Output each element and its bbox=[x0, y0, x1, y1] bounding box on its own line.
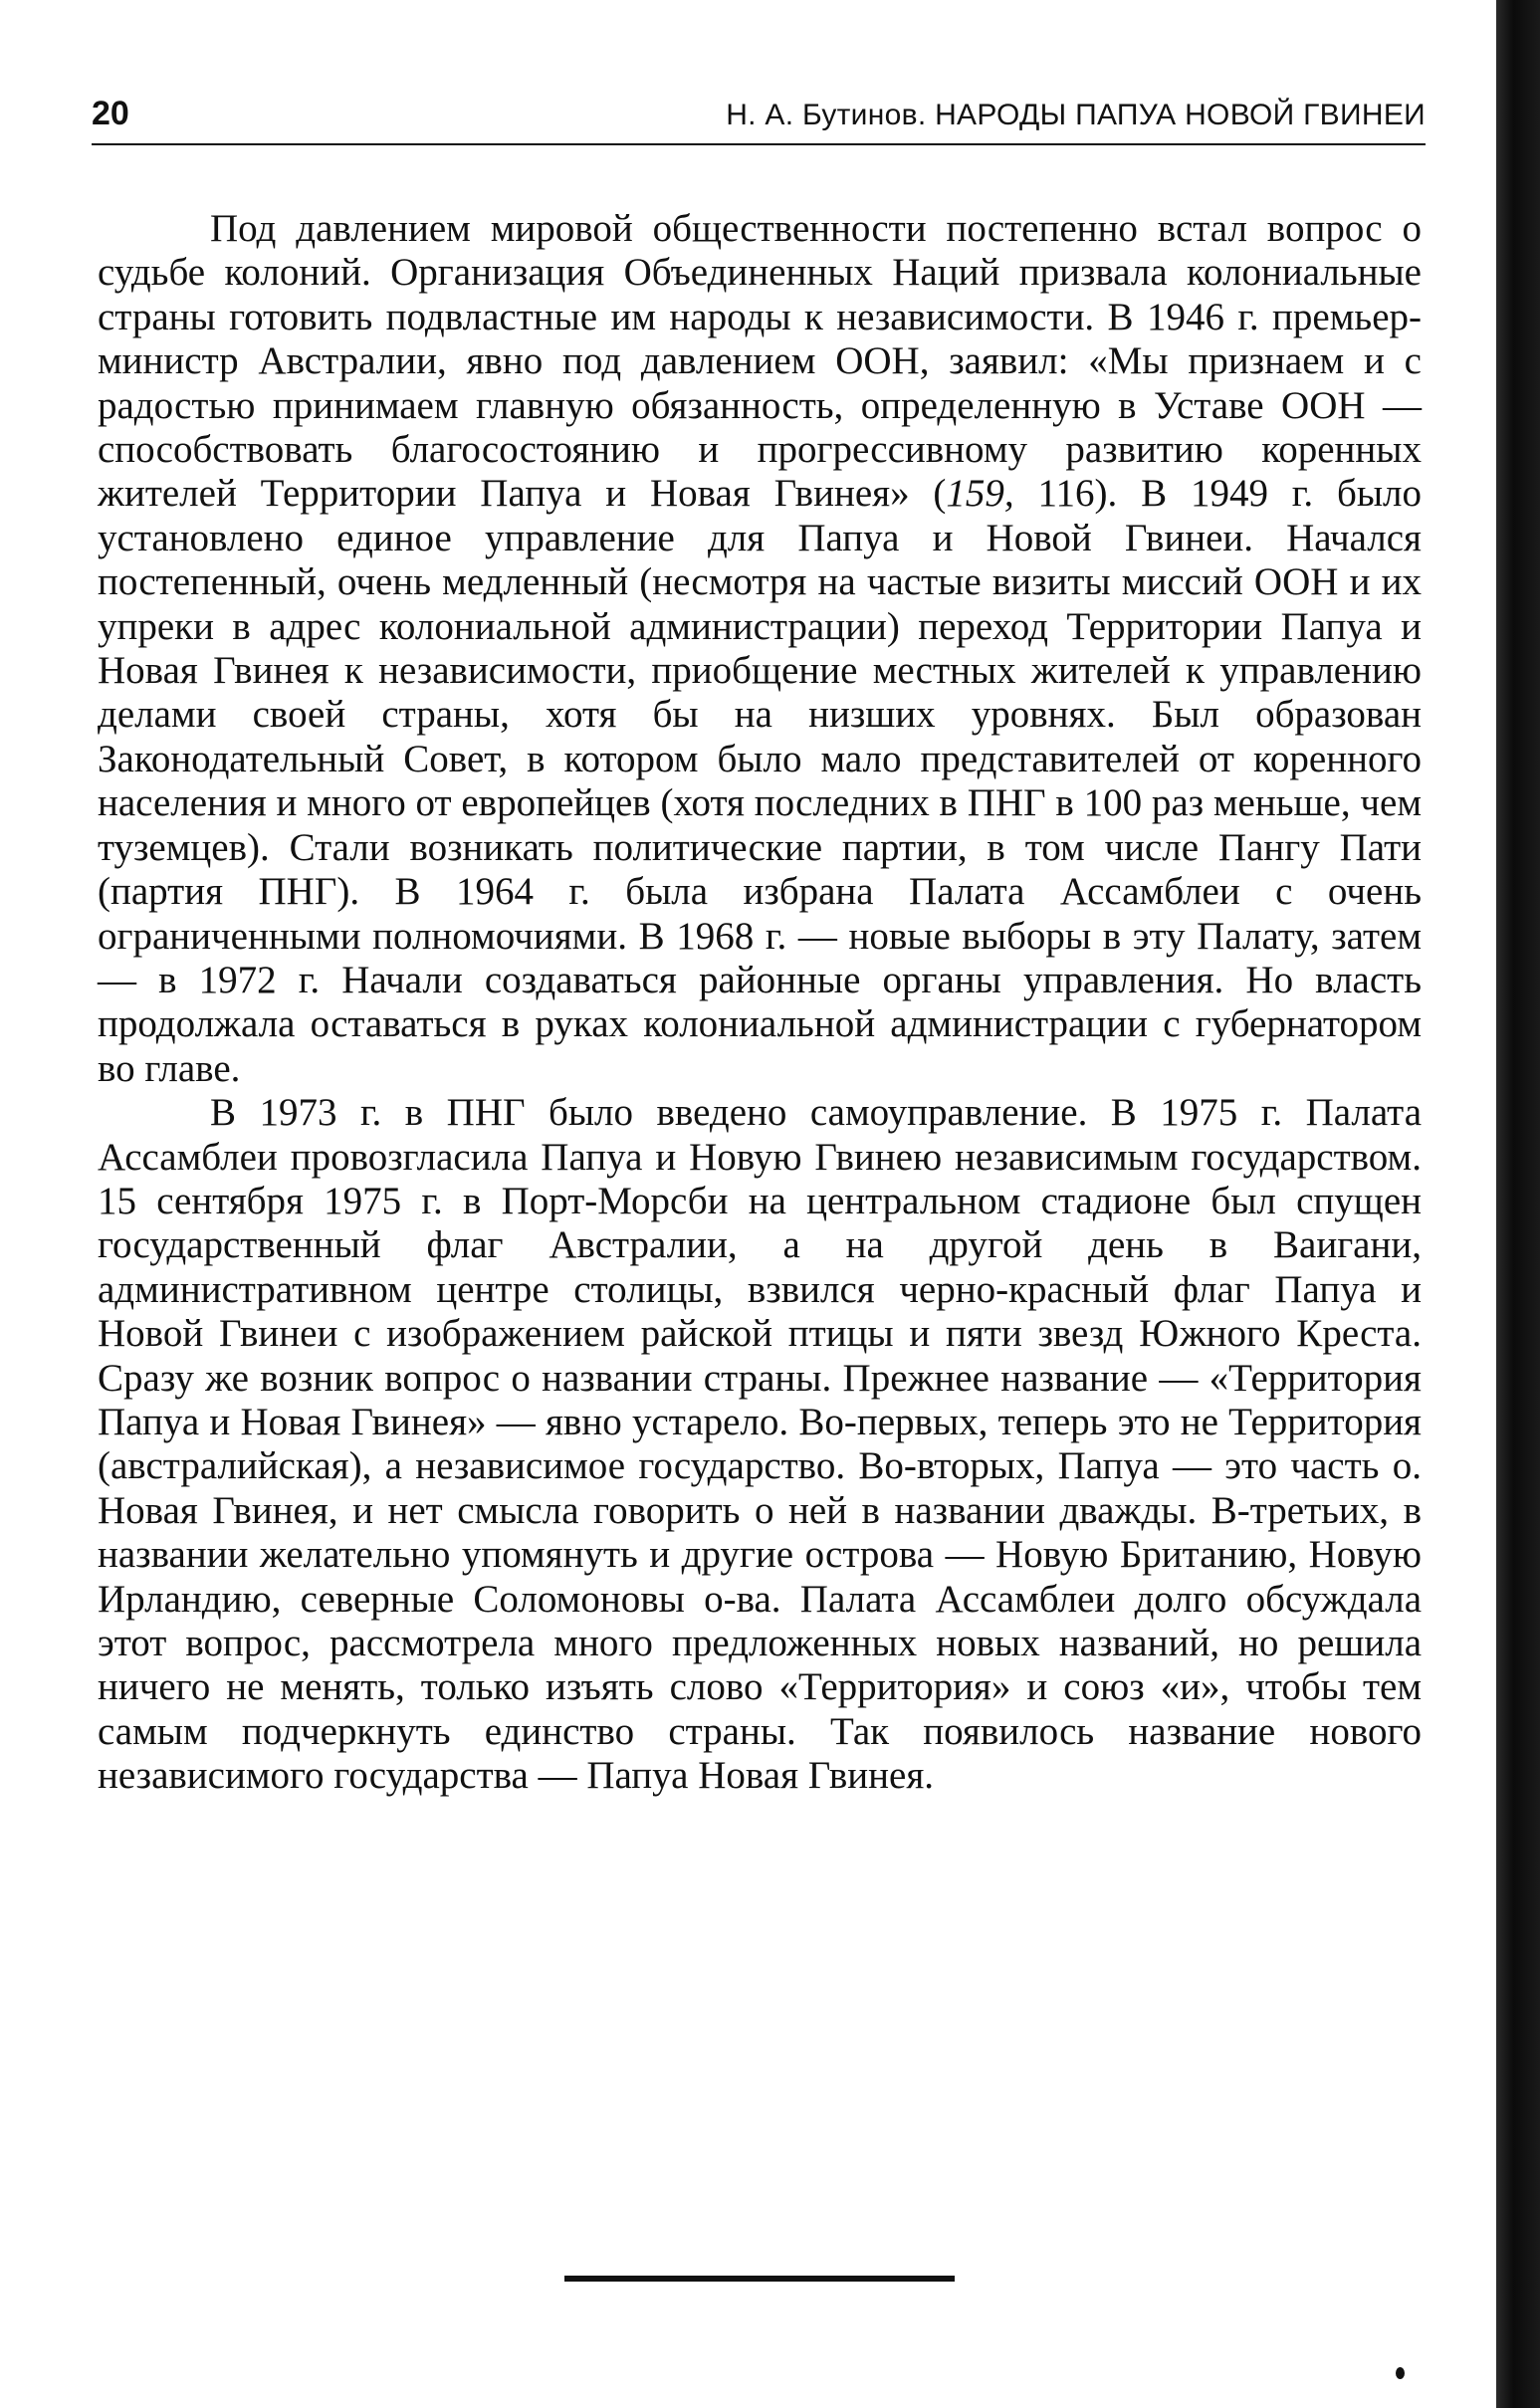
running-title: Н. А. Бутинов. НАРОДЫ ПАПУА НОВОЙ ГВИНЕИ bbox=[726, 99, 1426, 131]
scan-speck bbox=[1396, 2367, 1405, 2379]
page-header bbox=[92, 92, 1426, 145]
citation-reference: 159, bbox=[946, 472, 1014, 516]
paragraph-1 bbox=[98, 207, 1422, 1091]
scan-edge-shadow bbox=[1496, 0, 1540, 2408]
page-number: 20 bbox=[92, 95, 129, 132]
paragraph-1-text-end: 116). В 1949 г. было установлено единое управление для Папуа и Новой Гвинеи. Начался постепенный, очень медленный (несмотря на частые визиты миссий ООН и их упреки в адрес колониальной администрации) переход Территории Папуа и Новая Гвинея к независимости, приобщение местных жителей к управлению делами своей страны, хотя бы на низших уровнях. Был образован Законодательный Совет, в котором было мало представителей от коренного населения и много от европейцев (хотя последних в ПНГ в 100 раз меньше, чем туземцев). Стали возникать политические партии, в том числе Пангу Пати (партия ПНГ). В 1964 г. была избрана Палата Ассамблеи с очень ограниченными полномочиями. В 1968 г. — новые выборы в эту Палату, затем — в 1972 г. Начали создаваться районные органы управления. Но власть продолжала оставаться в руках колониальной администрации с губернатором во главе. bbox=[98, 472, 1422, 1090]
end-rule bbox=[564, 2276, 955, 2282]
paragraph-1-text-start: Под давлением мировой общественности постепенно встал вопрос о судьбе колоний. Организация Объединенных Наций призвала колониальные страны готовить подвластные им народы к независимости. В 1946 г. премьер-министр Австралии, явно под давлением ООН, заявил: «Мы признаем и с радостью принимаем главную обязанность, определенную в Уставе ООН — способствовать благосостоянию и прогрессивному развитию коренных жителей Территории Папуа и Новая Гвинея» ( bbox=[98, 207, 1422, 516]
paragraph-2: В 1973 г. в ПНГ было введено самоуправление. В 1975 г. Палата Ассамблеи провозгласила Папуа и Новую Гвинею независимым государством. 15 сентября 1975 г. в Порт-Морсби на центральном стадионе был спущен государственный флаг Австралии, а на другой день в Ваигани, административном центре столицы, взвился черно-красный флаг Папуа и Новой Гвинеи с изображением райской птицы и пяти звезд Южного Креста. Сразу же возник вопрос о названии страны. Прежнее название — «Территория Папуа и Новая Гвинея» — явно устарело. Во-первых, теперь это не Территория (австралийская), а независимое государство. Во-вторых, Папуа — это часть о. Новая Гвинея, и нет смысла говорить о ней в названии дважды. В-третьих, в названии желательно упомянуть и другие острова — Новую Британию, Новую Ирландию, северные Соломоновы о-ва. Палата Ассамблеи долго обсуждала этот вопрос, рассмотрела много предложенных новых названий, но решила ничего не менять, только изъять слово «Территория» и союз «и», чтобы тем самым подчеркнуть единство страны. Так появилось название нового независимого государства — Папуа Новая Гвинея. bbox=[98, 1091, 1422, 1798]
body-text bbox=[98, 207, 1422, 1799]
